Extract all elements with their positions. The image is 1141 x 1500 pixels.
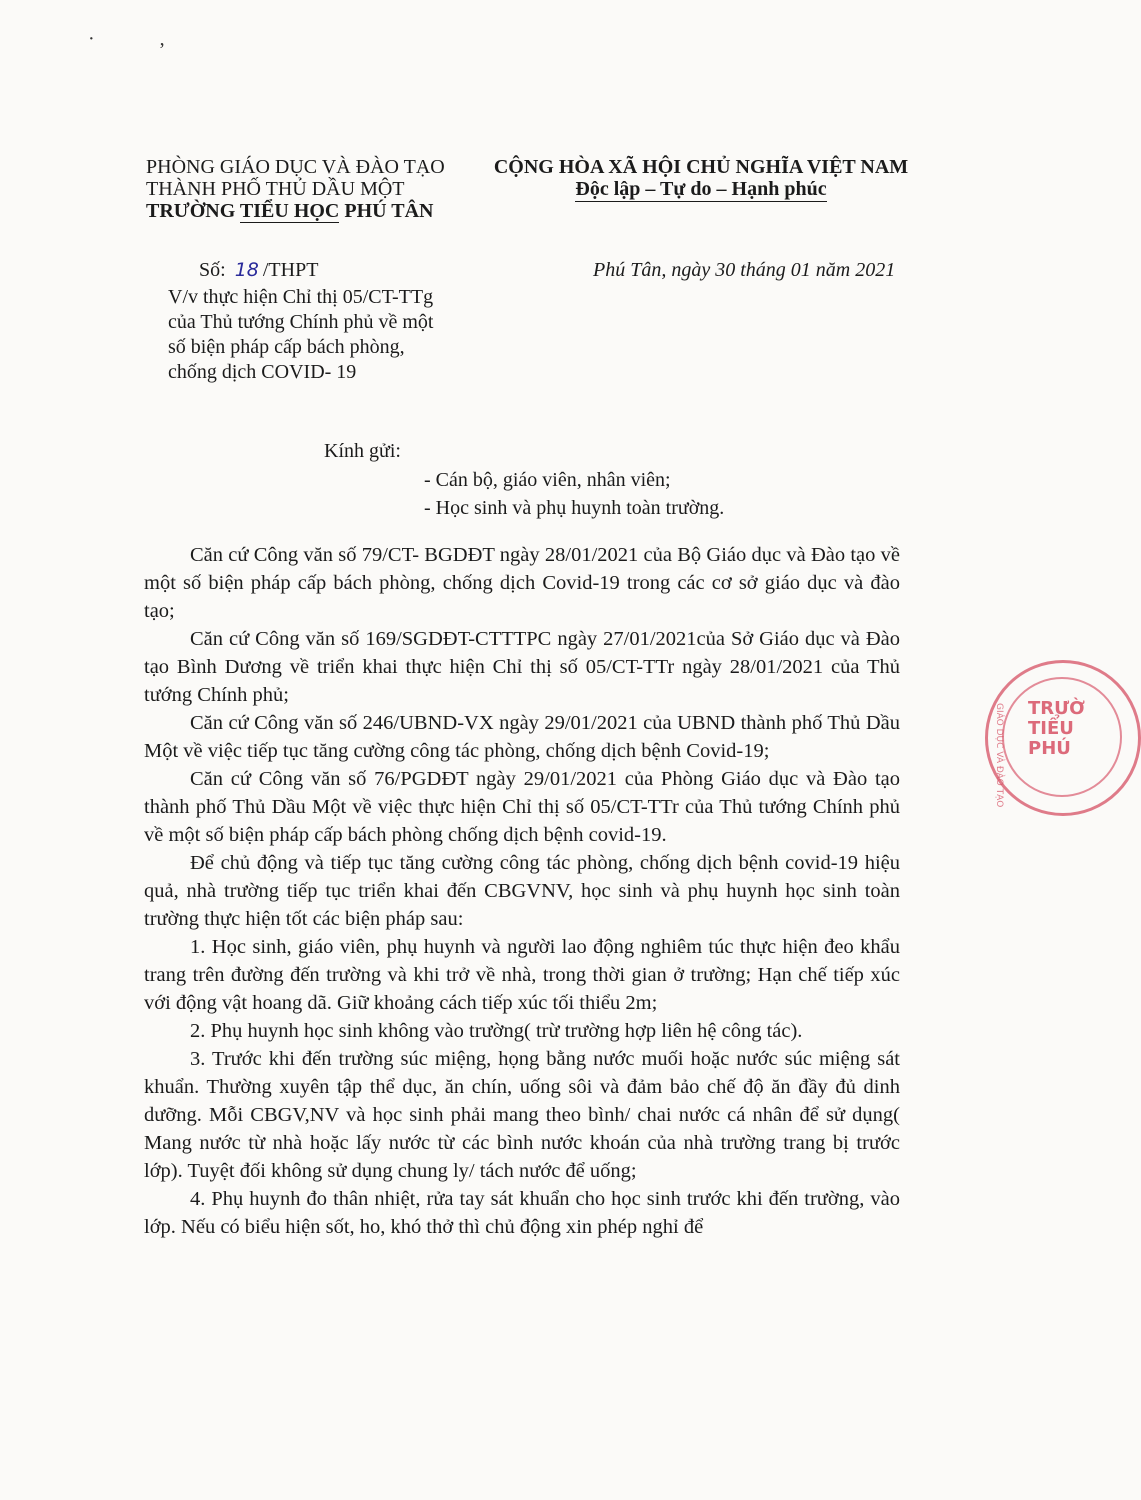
salutation: Kính gửi:: [324, 440, 401, 462]
school-name-part-1: TRƯỜNG: [146, 200, 240, 222]
body-paragraph: Căn cứ Công văn số 169/SGDĐT-CTTTPC ngày 27/01/2021của Sở Giáo dục và Đào tạo Bình Dương về triển khai thực hiện Chỉ thị số 05/CT-TTr ngày 28/01/2021 của Thủ tướng Chính phủ;: [144, 628, 900, 706]
recipients-list: [424, 466, 724, 522]
body-paragraph: 3. Trước khi đến trường súc miệng, họng bằng nước muối hoặc nước súc miệng sát khuẩn. Thường xuyên tập thể dục, ăn chín, uống sôi và đảm bảo chế độ ăn đầy đủ dinh dưỡng. Mỗi CBGV,NV và học sinh phải mang theo bình/ chai nước cá nhân để sử dụng( Mang nước từ nhà hoặc lấy nước từ các bình nước khoán của nhà trường trang bị trước lớp). Tuyệt đối không sử dụng chung ly/ tách nước để uống;: [144, 1048, 900, 1182]
body-paragraph: Căn cứ Công văn số 246/UBND-VX ngày 29/01/2021 của UBND thành phố Thủ Dầu Một về việc tiếp tục tăng cường công tác phòng, chống dịch bệnh Covid-19;: [144, 712, 900, 762]
subject-block: [168, 285, 433, 385]
school-name-part-3: PHÚ TÂN: [339, 200, 434, 222]
issuer-line-1: PHÒNG GIÁO DỤC VÀ ĐÀO TẠO: [146, 156, 445, 178]
red-seal-stamp: [985, 660, 1141, 816]
national-motto: Độc lập – Tự do – Hạnh phúc: [575, 178, 827, 200]
issuer-school-name: [146, 200, 445, 222]
subject-line: số biện pháp cấp bách phòng,: [168, 336, 405, 358]
issuer-block: [146, 156, 445, 222]
number-suffix: /THPT: [262, 259, 319, 281]
issuer-line-2: THÀNH PHỐ THỦ DẦU MỘT: [146, 178, 405, 200]
recipient-item: - Học sinh và phụ huynh toàn trường.: [424, 497, 725, 519]
national-header: [486, 156, 916, 202]
subject-line: chống dịch COVID- 19: [168, 361, 357, 383]
body-paragraph: Căn cứ Công văn số 76/PGDĐT ngày 29/01/2021 của Phòng Giáo dục và Đào tạo thành phố Thủ Dầu Một về việc thực hiện Chỉ thị số 05/CT-TTr của Thủ tướng Chính phủ về một số biện pháp cấp bách phòng chống dịch bệnh covid-19.: [144, 768, 900, 846]
school-name-part-2: TIỂU HỌC: [239, 200, 340, 222]
seal-center-text: [1028, 699, 1108, 759]
document-body: [144, 541, 900, 1241]
scan-specks: · ,: [88, 28, 195, 50]
document-number: [199, 259, 318, 282]
document-date: Phú Tân, ngày 30 tháng 01 năm 2021: [593, 259, 896, 281]
subject-line: V/v thực hiện Chỉ thị 05/CT-TTg: [168, 286, 434, 308]
body-paragraph: 4. Phụ huynh đo thân nhiệt, rửa tay sát khuẩn cho học sinh trước khi đến trường, vào lớp. Nếu có biểu hiện sốt, ho, khó thở thì chủ động xin phép nghỉ để: [144, 1188, 900, 1238]
number-prefix: Số:: [199, 259, 226, 281]
body-paragraph: 2. Phụ huynh học sinh không vào trường( trừ trường hợp liên hệ công tác).: [190, 1020, 803, 1042]
body-paragraph: 1. Học sinh, giáo viên, phụ huynh và người lao động nghiêm túc thực hiện đeo khẩu trang trên đường đến trường và khi trở về nhà, trong thời gian ở trường; Hạn chế tiếp xúc với động vật hoang dã. Giữ khoảng cách tiếp xúc tối thiểu 2m;: [144, 936, 900, 1014]
seal-text-line: TRƯỜ: [1028, 698, 1085, 719]
subject-line: của Thủ tướng Chính phủ về một: [168, 311, 434, 333]
recipient-item: - Cán bộ, giáo viên, nhân viên;: [424, 469, 671, 491]
seal-ring-text: GIÁO DỤC VÀ ĐÀO TẠO: [994, 703, 1004, 808]
seal-text-line: TIỂU: [1028, 718, 1074, 739]
body-paragraph: Để chủ động và tiếp tục tăng cường công tác phòng, chống dịch bệnh covid-19 hiệu quả, nhà trường tiếp tục triển khai đến CBGVNV, học sinh và phụ huynh học sinh toàn trường thực hiện tốt các biện pháp sau:: [144, 852, 900, 930]
seal-text-line: PHÚ: [1028, 738, 1071, 759]
handwritten-number: 18: [234, 259, 259, 281]
national-title: CỘNG HÒA XÃ HỘI CHỦ NGHĨA VIỆT NAM: [493, 156, 909, 178]
body-paragraph: Căn cứ Công văn số 79/CT- BGDĐT ngày 28/01/2021 của Bộ Giáo dục và Đào tạo về một số biện pháp cấp bách phòng, chống dịch Covid-19 trong các cơ sở giáo dục và đào tạo;: [144, 544, 900, 622]
